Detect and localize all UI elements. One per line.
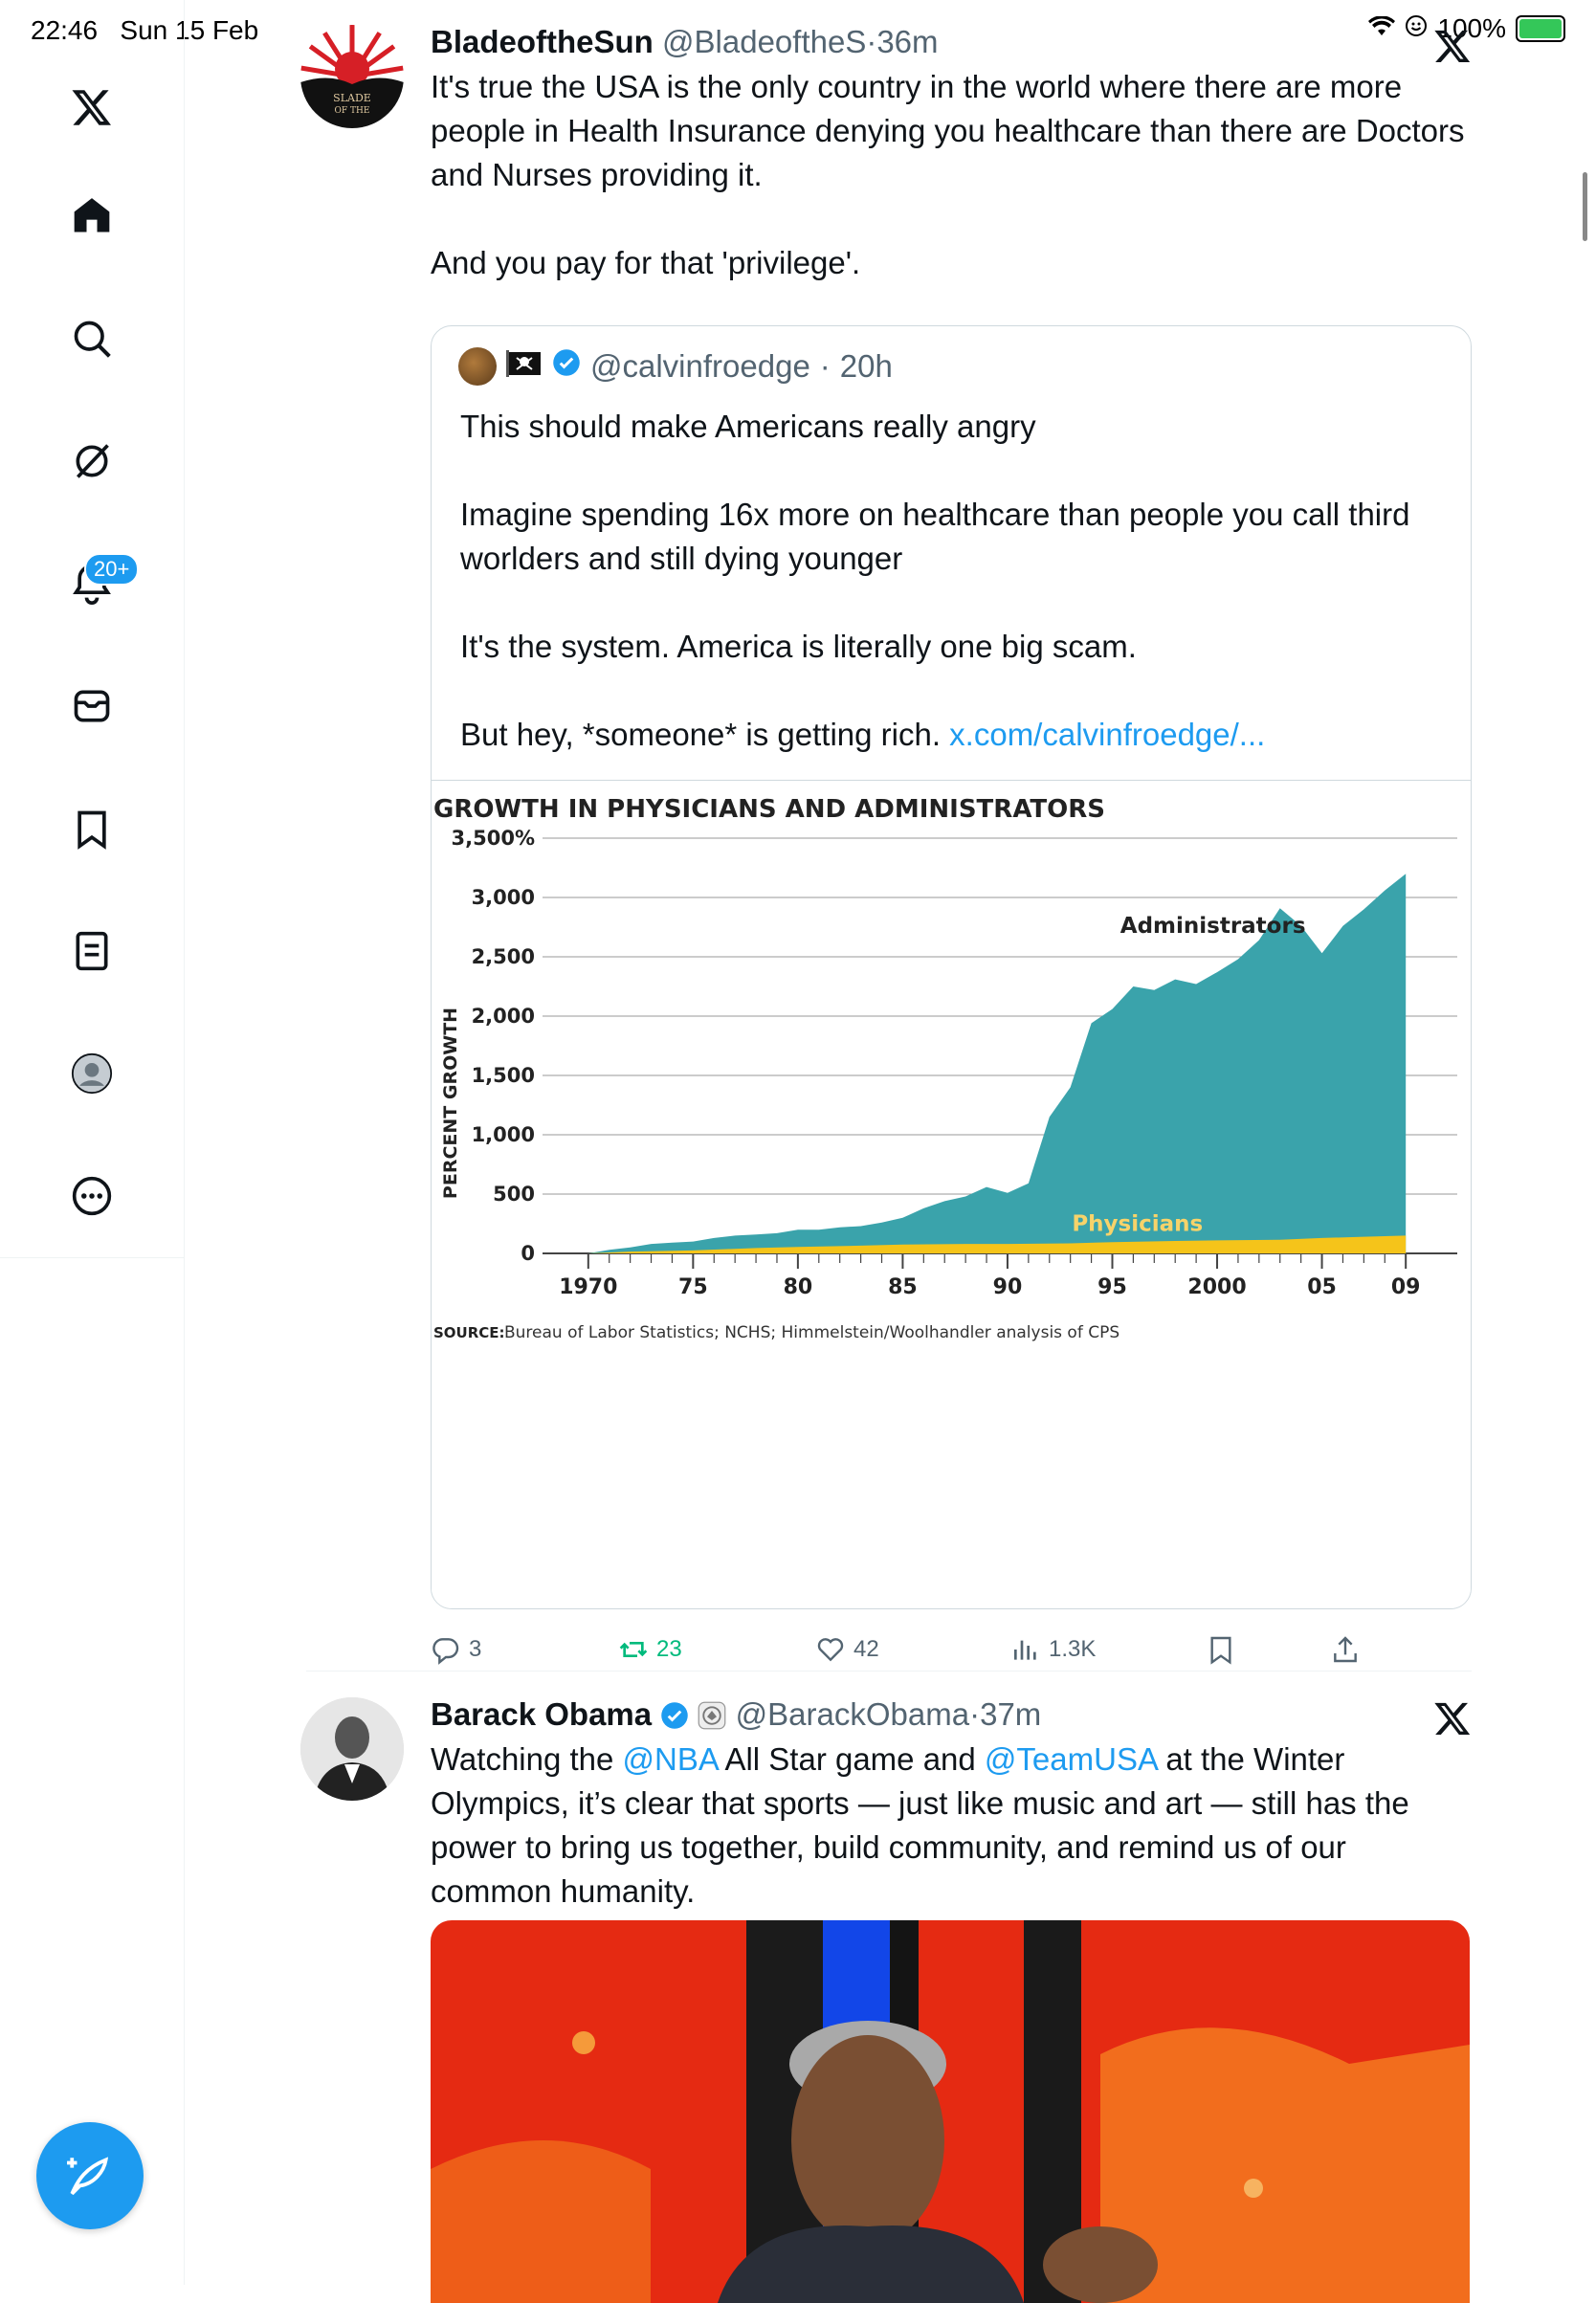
verified-badge-icon: [552, 348, 581, 385]
source-text: Bureau of Labor Statistics; NCHS; Himmelstein/Woolhandler analysis of CPS: [504, 1323, 1120, 1342]
source-label: SOURCE:: [433, 1324, 505, 1341]
text-segment: All Star game and: [718, 1741, 985, 1777]
tweet-bladeofthesun[interactable]: [306, 21, 1472, 1667]
tweet-body: [431, 1694, 1472, 1914]
reply-icon: [431, 1634, 461, 1665]
chart-title: GROWTH IN PHYSICIANS AND ADMINISTRATORS: [433, 795, 1105, 824]
tweet-barackobama[interactable]: [306, 1694, 1472, 2285]
y-tick-label: 0: [521, 1242, 535, 1265]
author-name[interactable]: BladeoftheSun: [431, 24, 654, 59]
x-tick-label: 85: [888, 1275, 918, 1299]
tweet-photo[interactable]: [431, 1920, 1470, 2303]
avatar-barackobama[interactable]: [300, 1697, 404, 1801]
x-tick-label: 05: [1307, 1275, 1337, 1299]
y-tick-label: 500: [493, 1183, 535, 1206]
bookmark-icon: [1206, 1634, 1236, 1665]
quote-avatar[interactable]: [458, 347, 497, 386]
x-tick-label: 90: [992, 1275, 1023, 1299]
x-tick-label: 09: [1390, 1275, 1421, 1299]
tweet-body: [431, 21, 1472, 285]
bookmarks-icon[interactable]: [63, 800, 121, 857]
x-logo-icon[interactable]: [1433, 1699, 1472, 1738]
author-name[interactable]: Barack Obama: [431, 1696, 653, 1732]
quote-body: This should make Americans really angry Imagine spending 16x more on healthcare than people you call third worlders and still dying younger It's the system. America is literally one big scam. But hey, *someone* is getting rich.: [460, 409, 1410, 752]
svg-text:OF THE: OF THE: [334, 106, 370, 116]
battery-icon: [1516, 15, 1565, 42]
x-tick-label: 75: [678, 1275, 708, 1299]
like-button[interactable]: [815, 1634, 879, 1665]
scroll-indicator[interactable]: [1583, 172, 1587, 241]
x-tick-label: 2000: [1187, 1275, 1247, 1299]
repost-count: 23: [656, 1636, 682, 1662]
y-axis-label: PERCENT GROWTH: [440, 1007, 461, 1200]
timestamp[interactable]: 36m: [876, 24, 939, 59]
photo-image: [431, 1920, 1470, 2303]
clock: 22:46: [31, 15, 99, 45]
tweet-text: It's true the USA is the only country in the world where there are more people in Health Insurance denying you healthcare than there are Doctors and Nurses providing it. And you pay for that 'privilege'.: [431, 69, 1465, 280]
reply-count: 3: [469, 1636, 482, 1662]
profile-avatar-icon[interactable]: [63, 1045, 121, 1102]
sidebar: [0, 0, 185, 2285]
y-tick-label: 3,500%: [451, 827, 535, 850]
messages-icon[interactable]: [63, 677, 121, 735]
x-logo-icon[interactable]: [1433, 27, 1472, 65]
date: Sun 15 Feb: [120, 15, 259, 45]
separator: ·: [969, 1696, 981, 1732]
reply-button[interactable]: [431, 1634, 481, 1665]
text-segment: at the Winter Olympics, it’s clear that sports — just like music and art — still has the power to bring us together, build community, and remind us of our common humanity.: [431, 1741, 1418, 1909]
svg-text:SLADE: SLADE: [333, 92, 371, 104]
quote-text: [460, 405, 1446, 757]
tweet-header: [431, 21, 1472, 63]
y-tick-label: 2,000: [471, 1005, 535, 1028]
views-count: 1.3K: [1049, 1636, 1097, 1662]
sidebar-divider: [0, 1257, 184, 1258]
compose-feather-icon: [66, 2152, 114, 2200]
tweet-header: [431, 1694, 1472, 1736]
lists-icon[interactable]: [63, 922, 121, 980]
y-tick-label: 1,500: [471, 1064, 535, 1087]
home-icon[interactable]: [63, 188, 121, 245]
y-tick-label: 1,000: [471, 1123, 535, 1146]
mention-teamusa[interactable]: @TeamUSA: [984, 1741, 1158, 1777]
y-tick-label: 3,000: [471, 886, 535, 909]
y-tick-label: 2,500: [471, 945, 535, 968]
tweet-text: [431, 1738, 1472, 1914]
tweet-divider: [306, 1671, 1472, 1672]
series-label-administrators: Administrators: [1119, 914, 1306, 940]
views-button[interactable]: [1010, 1634, 1096, 1665]
avatar-bladeofthesun[interactable]: [300, 25, 404, 128]
views-icon: [1010, 1634, 1041, 1665]
search-icon[interactable]: [63, 310, 121, 367]
series-label-physicians: Physicians: [1072, 1211, 1204, 1237]
pirate-flag-icon: [506, 348, 543, 385]
notifications-badge: 20+: [84, 553, 139, 586]
share-button[interactable]: [1330, 1634, 1361, 1665]
share-icon: [1330, 1634, 1361, 1665]
compose-button[interactable]: [36, 2122, 144, 2229]
government-seal-icon: [698, 1701, 726, 1730]
bookmark-button[interactable]: [1206, 1634, 1236, 1665]
quote-timestamp[interactable]: 20h: [839, 348, 893, 384]
repost-icon: [618, 1634, 649, 1665]
x-tick-label: 95: [1097, 1275, 1127, 1299]
x-logo-icon[interactable]: [63, 78, 121, 136]
like-count: 42: [853, 1636, 879, 1662]
repost-button[interactable]: [618, 1634, 682, 1665]
quote-tweet-card[interactable]: [431, 325, 1472, 1609]
author-handle[interactable]: @BarackObama: [735, 1696, 970, 1732]
grok-icon[interactable]: [63, 432, 121, 490]
heart-icon: [815, 1634, 846, 1665]
timestamp[interactable]: 37m: [980, 1696, 1042, 1732]
quote-link[interactable]: x.com/calvinfroedge/...: [949, 717, 1266, 752]
text-segment: Watching the: [431, 1741, 623, 1777]
quote-separator: ·: [819, 348, 831, 384]
x-tick-label: 1970: [559, 1275, 618, 1299]
separator: ·: [866, 24, 877, 59]
battery-percent: 100%: [1437, 13, 1506, 43]
quote-header: [458, 347, 893, 386]
growth-chart: [432, 781, 1471, 1609]
chart-image[interactable]: [432, 780, 1471, 1609]
x-tick-label: 80: [783, 1275, 813, 1299]
more-icon[interactable]: [63, 1167, 121, 1225]
author-handle[interactable]: @BladeoftheS: [662, 24, 867, 59]
quote-handle[interactable]: @calvinfroedge: [590, 348, 810, 384]
mention-nba[interactable]: @NBA: [622, 1741, 719, 1777]
verified-badge-icon: [660, 1701, 689, 1730]
